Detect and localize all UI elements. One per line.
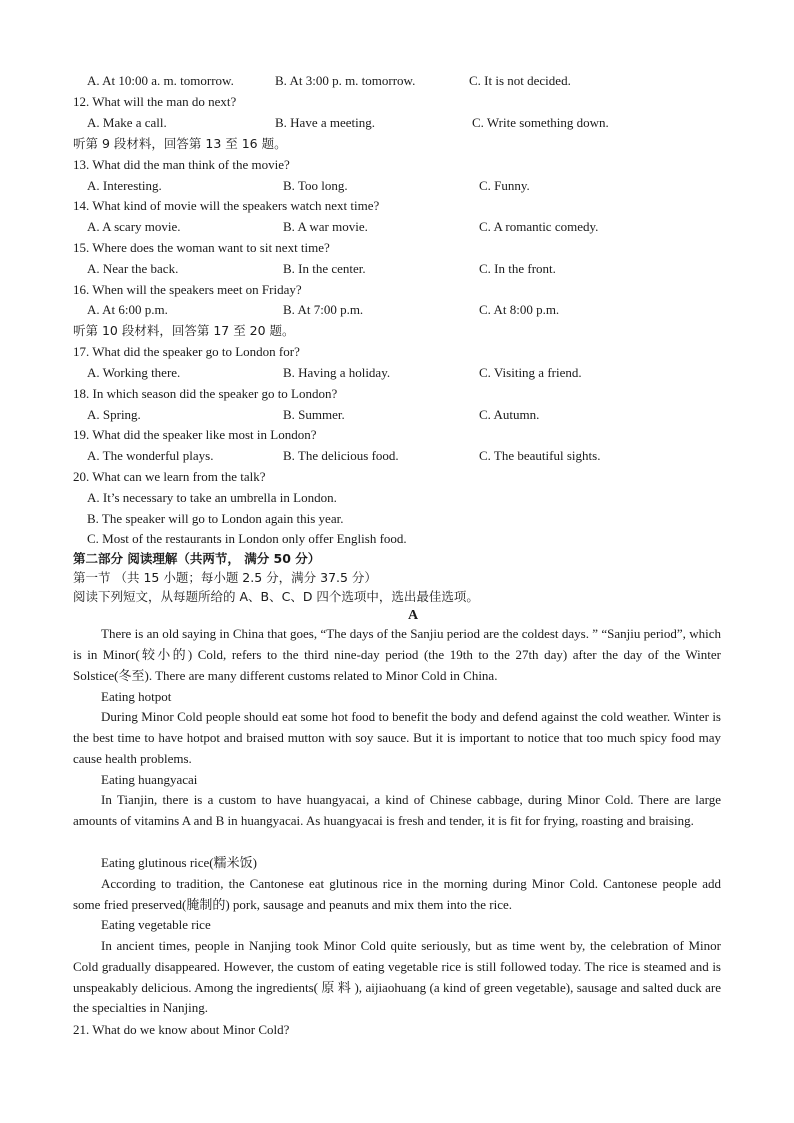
question-stem: 12. What will the man do next?: [73, 94, 237, 109]
option-c: C. It is not decided.: [469, 73, 571, 88]
option-b: B. Too long.: [283, 178, 348, 193]
subheading: Eating hotpot: [101, 689, 172, 704]
question-stem: 14. What kind of movie will the speakers watch next time?: [73, 198, 380, 213]
option-a: A. At 6:00 p.m.: [87, 302, 168, 317]
option-c: C. A romantic comedy.: [479, 219, 599, 234]
option-c: C. Write something down.: [472, 115, 609, 130]
question-stem: 18. In which season did the speaker go to London?: [73, 386, 338, 401]
question-stem: 13. What did the man think of the movie?: [73, 157, 290, 172]
option-c: C. At 8:00 p.m.: [479, 302, 560, 317]
option-c: C. Autumn.: [479, 407, 540, 422]
option-b: B. A war movie.: [283, 219, 368, 234]
subheading: Eating glutinous rice(糯米饭): [101, 855, 257, 870]
option-b: B. At 3:00 p. m. tomorrow.: [275, 73, 416, 88]
option-a: A. The wonderful plays.: [87, 448, 214, 463]
passage-paragraph: According to tradition, the Cantonese eat glutinous rice in the morning during Minor Cold. Cantonese people add some fried preserved(腌制的) pork, sausage and peanuts and mix them into the rice.: [73, 876, 721, 912]
question-stem: 21. What do we know about Minor Cold?: [73, 1022, 290, 1037]
part-title: 第二部分 阅读理解（共两节， 满分 50 分）: [73, 551, 321, 566]
question-stem: 15. Where does the woman want to sit next time?: [73, 240, 330, 255]
option-a: A. A scary movie.: [87, 219, 181, 234]
passage-paragraph: In ancient times, people in Nanjing took Minor Cold quite seriously, but as time went by, the celebration of Minor Cold gradually disappeared. However, the custom of eating vegetable rice is still followed today. The rice is steamed and is unspeakably delicious. Among the ingredients( 原 料 ), aijiaohuang (a kind of green vegetable), sausage and salted duck are the specialties in Nanjing.: [73, 938, 721, 1016]
option-b: B. Having a holiday.: [283, 365, 391, 380]
section-instruction: 听第 9 段材料，回答第 13 至 16 题。: [73, 136, 287, 151]
passage-paragraph: There is an old saying in China that goes, “The days of the Sanjiu period are the coldest days. ” “Sanjiu period”, which is in Minor(较小的) Cold, refers to the third nine-day period (the 19th to the 27th day) after the day of the Winter Solstice(冬至). There are many different customs related to Minor Cold in China.: [73, 626, 721, 683]
question-stem: 19. What did the speaker like most in London?: [73, 427, 317, 442]
passage-paragraph: In Tianjin, there is a custom to have huangyacai, a kind of Chinese cabbage, during Minor Cold. There are large amounts of vitamins A and B in huangyacai. As huangyacai is fresh and tender, it is fit for frying, roasting and braising.: [73, 792, 721, 828]
passage-label: A: [407, 608, 419, 623]
option-b: B. Summer.: [283, 407, 345, 422]
passage-paragraph: During Minor Cold people should eat some hot food to benefit the body and defend against the cold weather. Winter is the best time to have hotpot and braised mutton with soy sauce. But it is important to notice that too much spicy food may cause health problems.: [73, 709, 721, 766]
section-instruction: 听第 10 段材料，回答第 17 至 20 题。: [73, 323, 295, 338]
question-stem: 17. What did the speaker go to London for?: [73, 344, 300, 359]
section-title: 第一节 （共 15 小题；每小题 2.5 分，满分 37.5 分）: [73, 570, 377, 585]
option-b: B. Have a meeting.: [275, 115, 375, 130]
option-c: C. Funny.: [479, 178, 530, 193]
question-stem: 16. When will the speakers meet on Friday?: [73, 282, 302, 297]
option-a: A. It’s necessary to take an umbrella in London.: [87, 490, 337, 505]
option-a: A. Make a call.: [87, 115, 167, 130]
option-c: C. In the front.: [479, 261, 556, 276]
subheading: Eating vegetable rice: [101, 917, 211, 932]
option-b: B. In the center.: [283, 261, 366, 276]
option-a: A. At 10:00 a. m. tomorrow.: [87, 73, 234, 88]
option-a: A. Interesting.: [87, 178, 162, 193]
option-c: C. Most of the restaurants in London only offer English food.: [87, 531, 407, 546]
question-stem: 20. What can we learn from the talk?: [73, 469, 266, 484]
option-a: A. Near the back.: [87, 261, 179, 276]
reading-instructions: 阅读下列短文，从每题所给的 A、B、C、D 四个选项中，选出最佳选项。: [73, 589, 479, 604]
subheading: Eating huangyacai: [101, 772, 198, 787]
option-b: B. The delicious food.: [283, 448, 399, 463]
option-b: B. At 7:00 p.m.: [283, 302, 364, 317]
option-a: A. Spring.: [87, 407, 141, 422]
option-b: B. The speaker will go to London again this year.: [87, 511, 344, 526]
option-a: A. Working there.: [87, 365, 181, 380]
option-c: C. The beautiful sights.: [479, 448, 601, 463]
option-c: C. Visiting a friend.: [479, 365, 582, 380]
